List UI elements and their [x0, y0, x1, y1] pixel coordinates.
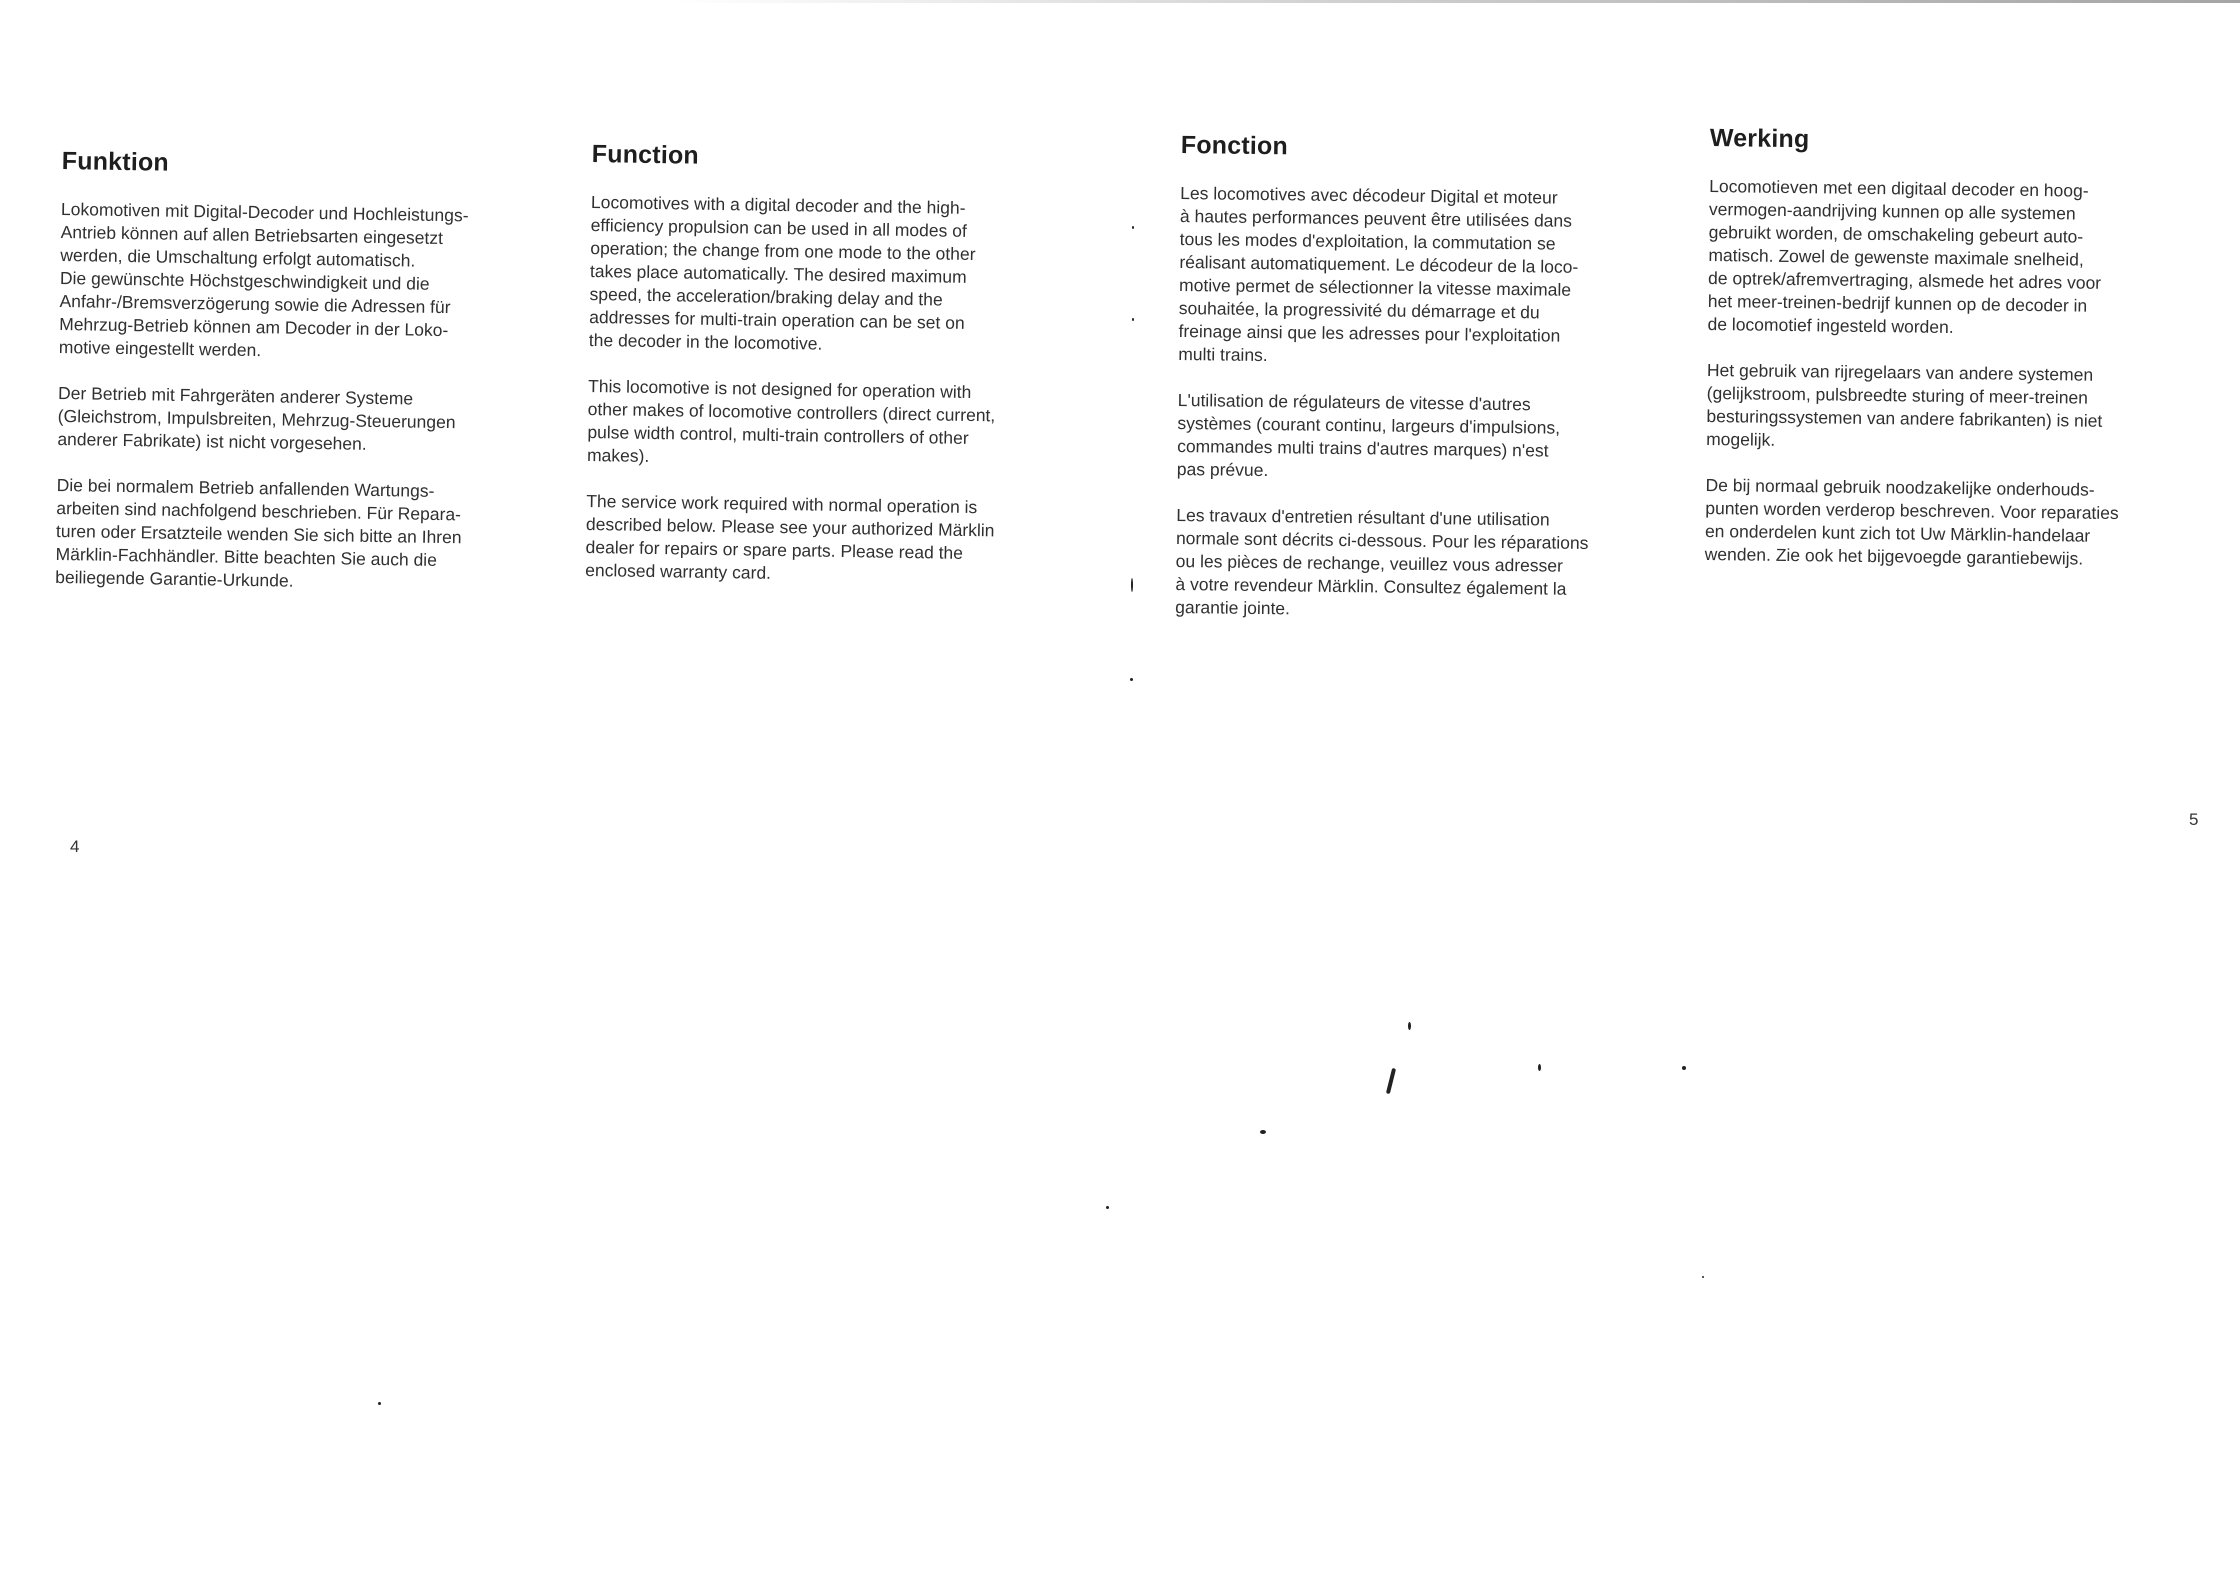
paragraph-de-2: Der Betrieb mit Fahrgeräten anderer Systeme (Gleichstrom, Impulsbreiten, Mehrzug-Steuerungen anderer Fabrikate) ist nicht vorgesehen. — [57, 382, 456, 454]
column-dutch — [1704, 124, 2210, 595]
scan-speck — [1538, 1064, 1541, 1071]
column-german — [55, 147, 552, 620]
paragraph-nl-3: De bij normaal gebruik noodzakelijke onderhouds- punten worden verderop beschreven. Voor reparaties en onderdelen kunt zich tot Uw Märklin-handelaar wenden. Zie ook het bijgevoegde garantiebewijs. — [1704, 474, 2119, 569]
scan-top-edge — [0, 0, 2240, 3]
paragraph-nl-1: Locomotieven met een digitaal decoder en hoog- vermogen-aandrijving kunnen op alle systemen gebruikt worden, de omschakeling gebeurt auto- matisch. Zowel de gewenste maximale snelheid, de optrek/afremvertraging, alsmede het adres voor het meer-treinen-bedrijf kunnen op de decoder in de locomotief ingesteld worden. — [1707, 175, 2102, 337]
scan-speck — [1260, 1130, 1266, 1134]
scan-speck — [1386, 1068, 1396, 1094]
heading-function: Function — [591, 140, 700, 170]
paragraph-en-2: This locomotive is not designed for operation with other makes of locomotive controllers (direct current, pulse width control, multi-train controllers of other makes). — [586, 375, 996, 466]
scan-speck — [1132, 318, 1134, 321]
scan-speck — [1131, 578, 1133, 592]
paragraph-de-3: Die bei normalem Betrieb anfallenden Wartungs- arbeiten sind nachfolgend beschrieben. Für Repara- turen oder Ersatzteile wenden Sie sich bitte an Ihren Märklin-Fachhändler. Bitte beachten Sie auch die beiliegende Garantie-Urkunde. — [55, 474, 462, 591]
scan-speck — [1130, 678, 1133, 681]
paragraph-fr-1: Les locomotives avec décodeur Digital et moteur à hautes performances peuvent être utilisées dans tous les modes d'exploitation, la commutation se réalisant automatiquement. Le décodeur de la loco- motive permet de sélectionner la vitesse maximale souhaitée, la progressivité du démarrage et du freinage ainsi que les adresses pour l'exploitation multi trains. — [1178, 182, 1579, 366]
scan-speck — [1408, 1022, 1411, 1030]
paragraph-nl-2: Het gebruik van rijregelaars van andere systemen (gelijkstroom, pulsbreedte sturing of meer-treinen besturingssystemen van andere fabrikanten) is niet mogelijk. — [1706, 359, 2103, 450]
column-french — [1175, 131, 1671, 648]
scan-speck — [1682, 1066, 1686, 1070]
scan-speck — [378, 1402, 381, 1405]
page-number-left: 4 — [70, 837, 80, 856]
column-english — [585, 140, 1082, 613]
scan-speck — [1132, 226, 1134, 229]
paragraph-fr-2: L'utilisation de régulateurs de vitesse d'autres systèmes (courant continu, largeurs d'impulsions, commandes multi trains d'autres marques) n'est pas prévue. — [1176, 389, 1561, 481]
paragraph-en-1: Locomotives with a digital decoder and the high- efficiency propulsion can be used in all modes of operation; the change from one mode to the other takes place automatically. The desired maximum speed, the acceleration/braking delay and the addresses for multi-train operation can be set on the decoder in the locomotive. — [588, 191, 976, 354]
heading-werking: Werking — [1709, 124, 1810, 154]
paragraph-de-1: Lokomotiven mit Digital-Decoder und Hochleistungs- Antrieb können auf allen Betriebsarten eingesetzt werden, die Umschaltung erfolgt automatisch. Die gewünschte Höchstgeschwindigkeit und die Anfahr-/Bremsverzögerung sowie die Adressen für Mehrzug-Betrieb können am Decoder in der Loko- motive eingestellt werden. — [58, 198, 469, 361]
scan-speck — [1106, 1206, 1109, 1209]
paragraph-fr-3: Les travaux d'entretien résultant d'une utilisation normale sont décrits ci-dessous. Pour les réparations ou les pièces de rechange, veuillez vous adresser à votre revendeur Märklin. Consultez également la garantie jointe. — [1175, 504, 1589, 619]
scan-speck — [1702, 1276, 1704, 1278]
heading-fonction: Fonction — [1180, 131, 1289, 161]
page-number-right: 5 — [2189, 810, 2199, 829]
paragraph-en-3: The service work required with normal operation is described below. Please see your authorized Märklin dealer for repairs or spare parts. Please read the enclosed warranty card. — [585, 490, 995, 583]
heading-funktion: Funktion — [61, 147, 170, 177]
